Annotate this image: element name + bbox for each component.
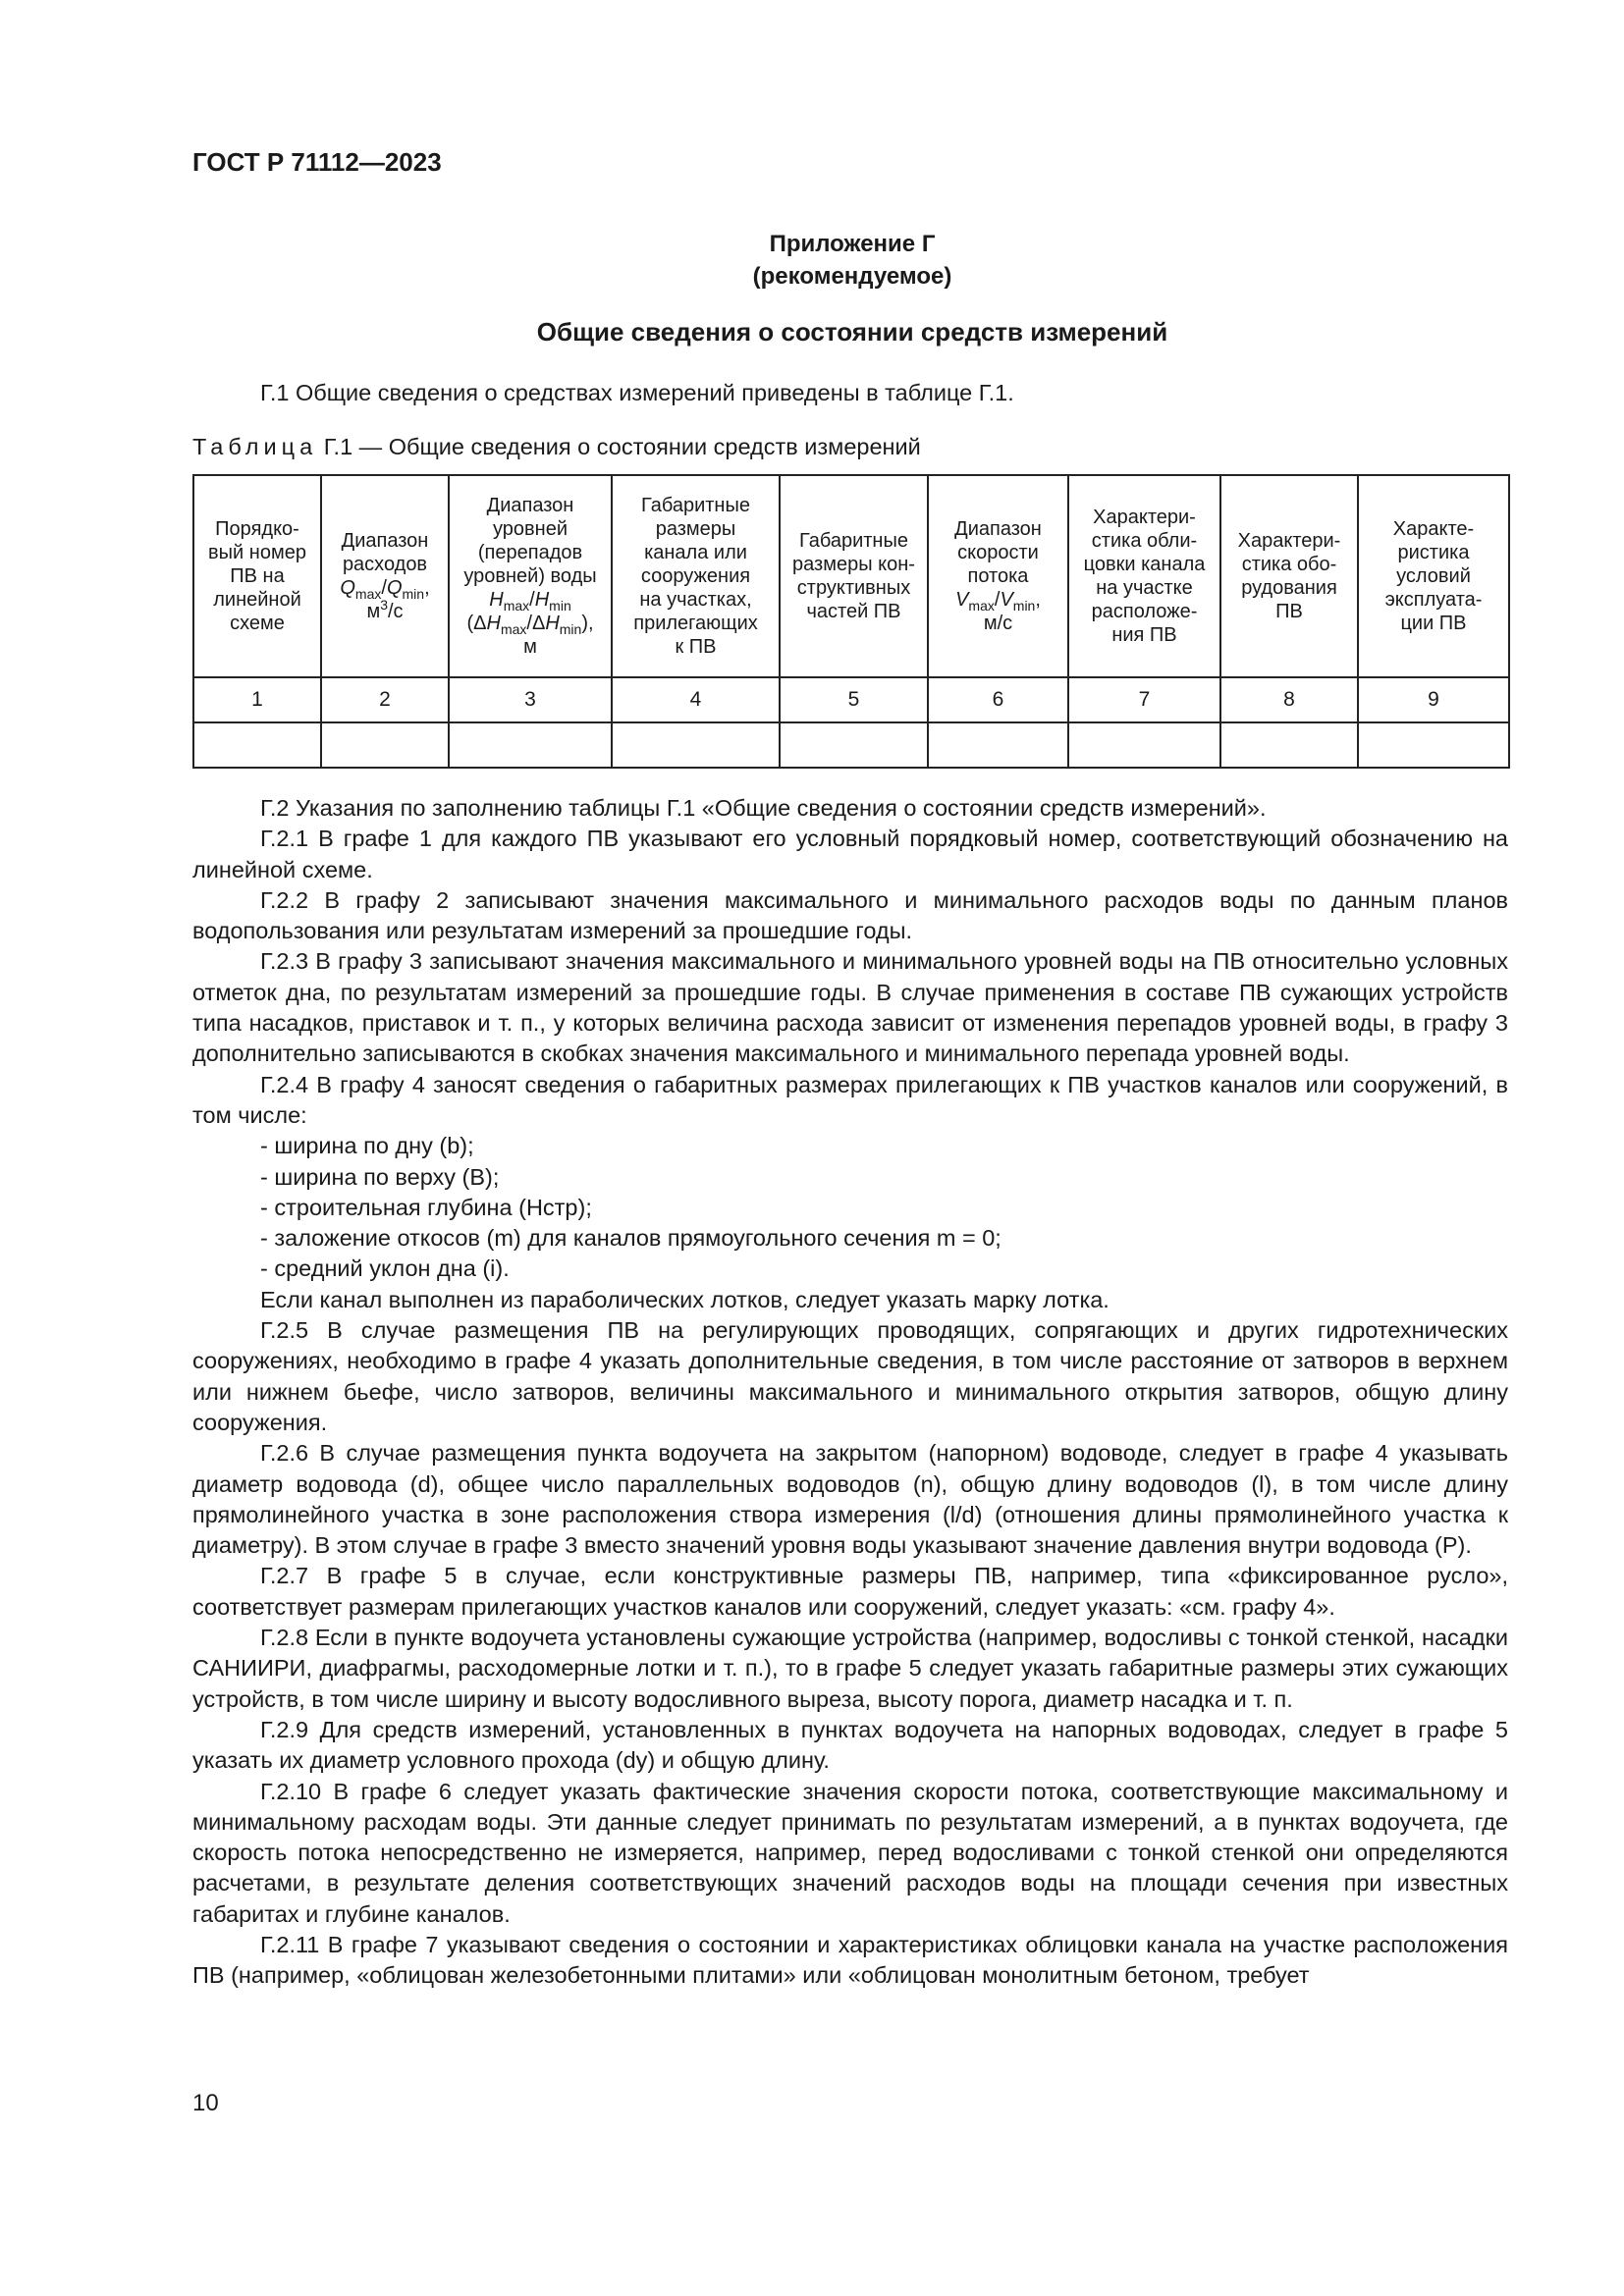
- header-cell: Характе- ристика условий эксплуата- ции ПВ: [1358, 475, 1509, 677]
- column-number: 7: [1068, 677, 1220, 722]
- table-caption: [192, 434, 921, 460]
- list-item: - заложение откосов (m) для каналов прямоугольного сечения m = 0;: [260, 1225, 1001, 1252]
- column-number: 6: [928, 677, 1068, 722]
- column-number: 1: [193, 677, 321, 722]
- paragraph-g25: Г.2.5 В случае размещения ПВ на регулирующих проводящих, сопрягающих и других гидротехнических сооружениях, необходимо в графе 4 указать дополнительные сведения, в том числе расстояние от затворов в верхнем или нижнем бьефе, число затворов, величины максимального и минимального открытия затворов, общую длину сооружения.: [192, 1317, 1508, 1435]
- document-id: ГОСТ Р 71112—2023: [192, 147, 442, 177]
- column-number: 5: [780, 677, 928, 722]
- paragraph-g211: Г.2.11 В графе 7 указывают сведения о состоянии и характеристиках облицовки канала на участке расположения ПВ (например, «облицован железобетонными плитами» или «облицован монолитным бетоном, требует: [192, 1931, 1508, 1989]
- list-item: - строительная глубина (Hстр);: [260, 1194, 592, 1220]
- header-cell: Характери- стика обли- цовки канала на участке расположе- ния ПВ: [1068, 475, 1220, 677]
- empty-cell: [1220, 722, 1358, 768]
- paragraph-g29: Г.2.9 Для средств измерений, установленных в пунктах водоучета на напорных водоводах, следует в графе 5 указать их диаметр условного прохода (dу) и общую длину.: [192, 1716, 1508, 1774]
- header-cell: Диапазон скорости потока $V_{max}/V_{min}$, м/с: [928, 475, 1068, 677]
- instructions-body: [192, 793, 1508, 1992]
- header-cell: Габаритные размеры канала или сооружения на участках, прилегающих к ПВ: [612, 475, 780, 677]
- column-number: 3: [449, 677, 612, 722]
- paragraph-g28: Г.2.8 Если в пункте водоучета установлены сужающие устройства (например, водосливы с тонкой стенкой, насадки САНИИРИ, диафрагмы, расходомерные лотки и т. п.), то в графе 5 следует указать габаритные размеры этих сужающих устройств, в том числе ширину и высоту водосливного выреза, высоту порога, диаметр насадка и т. п.: [192, 1625, 1508, 1712]
- header-cell: Габаритные размеры кон- структивных частей ПВ: [780, 475, 928, 677]
- empty-data-row: [193, 722, 1509, 768]
- empty-cell: [780, 722, 928, 768]
- column-number: 8: [1220, 677, 1358, 722]
- appendix-status: (рекомендуемое): [752, 263, 952, 290]
- empty-cell: [612, 722, 780, 768]
- list-item: - ширина по дну (b);: [260, 1133, 474, 1159]
- page-number: 10: [192, 2090, 219, 2116]
- appendix-heading: [192, 228, 1512, 293]
- paragraph-g2: Г.2 Указания по заполнению таблицы Г.1 «Общие сведения о состоянии средств измерений».: [260, 795, 1267, 821]
- paragraph-g22: Г.2.2 В графу 2 записывают значения максимального и минимального расходов воды по данным планов водопользования или результатам измерений за прошедшие годы.: [192, 886, 1508, 944]
- list-item: - средний уклон дна (i).: [260, 1255, 510, 1282]
- empty-cell: [928, 722, 1068, 768]
- empty-cell: [1068, 722, 1220, 768]
- empty-cell: [449, 722, 612, 768]
- column-number: 9: [1358, 677, 1509, 722]
- paragraph-g21: Г.2.1 В графе 1 для каждого ПВ указывают его условный порядковый номер, соответствующий обозначению на линейной схеме.: [192, 826, 1508, 882]
- paragraph-g24: Г.2.4 В графу 4 заносят сведения о габаритных размерах прилегающих к ПВ участков каналов или сооружений, в том числе:: [192, 1071, 1508, 1128]
- table-caption-label: Таблица: [192, 434, 318, 459]
- empty-cell: [1358, 722, 1509, 768]
- appendix-title: Общие сведения о состоянии средств измерений: [536, 317, 1168, 347]
- table-caption-text: Г.1 — Общие сведения о состоянии средств измерений: [323, 434, 921, 459]
- paragraph-g210: Г.2.10 В графе 6 следует указать фактические значения скорости потока, соответствующие максимальному и минимальному расходам воды. Эти данные следует принимать по результатам измерений, а в пунктах водоучета, где скорость потока непосредственно не измеряется, например, перед водосливами с тонкой стенкой они определяются расчетами, в результате деления соответствующих значений расходов воды на площади сечения при известных габаритах и глубине каналов.: [192, 1778, 1508, 1927]
- paragraph-g23: Г.2.3 В графу 3 записывают значения максимального и минимального уровней воды на ПВ относительно условных отметок дна, по результатам измерений за прошедшие годы. В случае применения в составе ПВ сужающих устройств типа насадков, приставок и т. п., у которых величина расхода зависит от изменения перепадов уровней воды, в графу 3 дополнительно записываются в скобках значения максимального и минимального перепада уровней воды.: [192, 948, 1508, 1067]
- empty-cell: [321, 722, 449, 768]
- column-number-row: [193, 677, 1509, 722]
- data-table: [192, 474, 1510, 769]
- empty-cell: [193, 722, 321, 768]
- column-number: 4: [612, 677, 780, 722]
- paragraph-g24-note: Если канал выполнен из параболических лотков, следует указать марку лотка.: [260, 1286, 1110, 1312]
- paragraph-g27: Г.2.7 В графе 5 в случае, если конструктивные размеры ПВ, например, типа «фиксированное русло», соответствует размерам прилегающих участков каналов или сооружений, следует указать: «см. графу 4».: [192, 1563, 1508, 1620]
- column-number: 2: [321, 677, 449, 722]
- header-cell: Диапазон расходов $Q_{max}/Q_{min}$, $м^3/с$: [321, 475, 449, 677]
- header-cell: Характери- стика обо- рудования ПВ: [1220, 475, 1358, 677]
- appendix-label: Приложение Г: [769, 231, 936, 257]
- header-cell: Диапазон уровней (перепадов уровней) воды $H_{max}/H_{min}$ $(\Delta H_{max}/\Delta H_{min})$, м: [449, 475, 612, 677]
- paragraph-g26: Г.2.6 В случае размещения пункта водоучета на закрытом (напорном) водоводе, следует в графе 4 указывать диаметр водовода (d), общее число параллельных водоводов (n), общую длину водоводов (l), в том числе длину прямолинейного участка в зоне расположения створа измерения (l/d) (отношения длины прямолинейного участка к диаметру). В этом случае в графе 3 вместо значений уровня воды указывают значение давления внутри водовода (P).: [192, 1440, 1509, 1559]
- list-item: - ширина по верху (B);: [260, 1163, 500, 1190]
- table-header-row: [193, 475, 1509, 677]
- header-cell: Порядко- вый номер ПВ на линейной схеме: [193, 475, 321, 677]
- intro-paragraph: Г.1 Общие сведения о средствах измерений приведены в таблице Г.1.: [260, 380, 1014, 405]
